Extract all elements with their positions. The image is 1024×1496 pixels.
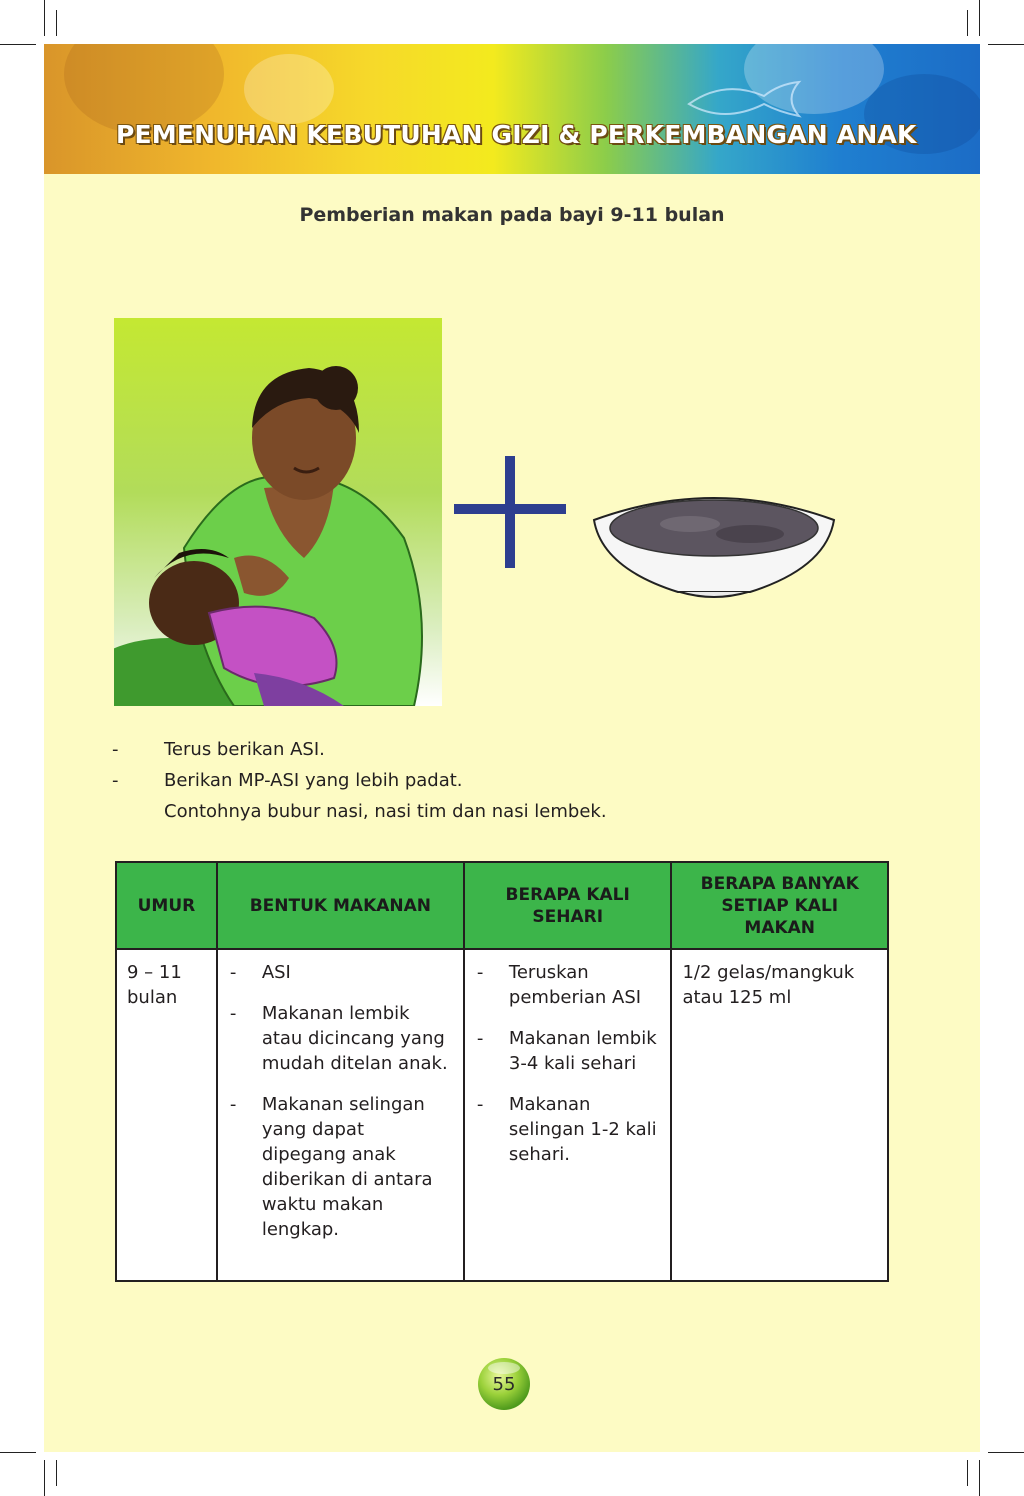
- list-item: [228, 1092, 453, 1242]
- header-banner: [44, 44, 980, 174]
- bullet-dash: -: [229, 1094, 237, 1115]
- list-item: [475, 960, 661, 1010]
- list-item-text: ASI: [261, 962, 291, 983]
- page: [44, 44, 980, 1452]
- crop-mark: [967, 10, 968, 36]
- cell-berapa-kali: [464, 949, 672, 1281]
- feeding-table: [115, 861, 889, 1282]
- banner-decoration: [244, 54, 334, 124]
- list-item-text: Makanan lembik atau dicincang yang mudah ditelan anak.: [261, 1003, 448, 1074]
- cell-umur: 9 – 11 bulan: [116, 949, 217, 1281]
- table-row: [116, 949, 888, 1281]
- header-bentuk-makanan: BENTUK MAKANAN: [217, 862, 464, 949]
- bullet-dash: -: [476, 1094, 484, 1115]
- bullet-dash: -: [476, 1028, 484, 1049]
- list-item-text: Contohnya bubur nasi, nasi tim dan nasi lembek.: [164, 801, 607, 822]
- plus-vertical-bar: [505, 456, 515, 568]
- crop-mark: [988, 44, 1024, 45]
- cell-berapa-banyak: 1/2 gelas/mangkuk atau 125 ml: [671, 949, 888, 1281]
- mother-baby-icon: [114, 318, 442, 706]
- section-subtitle: Pemberian makan pada bayi 9-11 bulan: [299, 204, 725, 226]
- crop-mark: [979, 0, 980, 36]
- cell-bentuk-makanan: [217, 949, 464, 1281]
- list-item-text: Makanan selingan 1-2 kali sehari.: [508, 1094, 657, 1165]
- crop-mark: [0, 44, 36, 45]
- list-item: [228, 960, 453, 985]
- crop-mark: [56, 10, 57, 36]
- crop-mark: [44, 0, 45, 36]
- breastfeeding-illustration: [114, 318, 442, 706]
- fish-icon: [684, 74, 804, 124]
- bullet-dash: -: [112, 739, 119, 760]
- list-item: [228, 1001, 453, 1076]
- header-berapa-kali: BERAPA KALI SEHARI: [464, 862, 672, 949]
- bullet-dash: -: [229, 962, 237, 983]
- header-umur: UMUR: [116, 862, 217, 949]
- bullet-dash: -: [112, 770, 119, 791]
- list-item-text: Makanan lembik 3-4 kali sehari: [508, 1028, 657, 1074]
- bullet-dash: -: [476, 962, 484, 983]
- crop-mark: [988, 1452, 1024, 1453]
- page-number: 55: [492, 1374, 516, 1395]
- header-berapa-banyak: BERAPA BANYAK SETIAP KALI MAKAN: [671, 862, 888, 949]
- porridge-bowl-icon: [590, 484, 838, 604]
- crop-mark: [967, 1460, 968, 1486]
- crop-mark: [56, 1460, 57, 1486]
- bullet-dash: -: [229, 1003, 237, 1024]
- list-item-text: Makanan selingan yang dapat dipegang anak diberikan di antara waktu makan lengkap.: [261, 1094, 433, 1240]
- page-header-title: PEMENUHAN KEBUTUHAN GIZI & PERKEMBANGAN ANAK: [116, 120, 917, 149]
- plus-icon: [454, 456, 566, 568]
- list-item-text: Teruskan pemberian ASI: [508, 962, 642, 1008]
- page-number-badge: [472, 1354, 536, 1418]
- list-item: [475, 1026, 661, 1076]
- crop-mark: [0, 1452, 36, 1453]
- list-item-text: Berikan MP-ASI yang lebih padat.: [164, 770, 463, 791]
- crop-mark: [979, 1460, 980, 1496]
- list-item: [475, 1092, 661, 1167]
- list-item-text: Terus berikan ASI.: [164, 739, 325, 760]
- crop-mark: [44, 1460, 45, 1496]
- table-header-row: [116, 862, 888, 949]
